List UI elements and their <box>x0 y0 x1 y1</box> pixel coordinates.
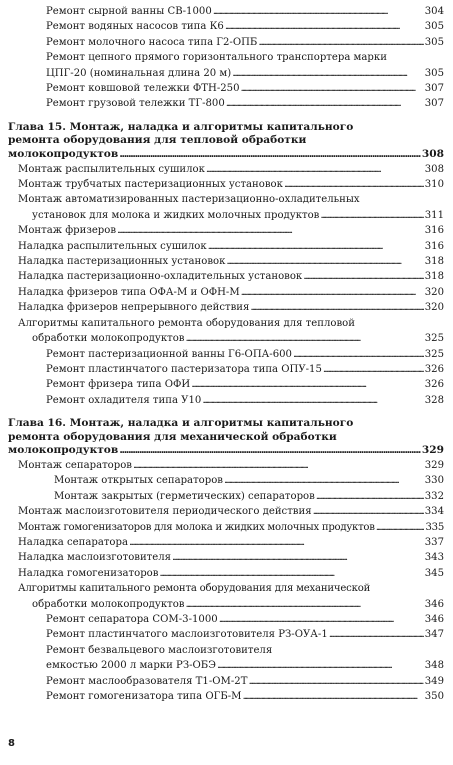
entry-title-line: установок для молока и жидких молочных продуктов <box>32 209 320 221</box>
entry-title: Ремонт ковшовой тележки ФТН-250 <box>46 83 240 95</box>
toc-entry-multiline <box>8 192 444 223</box>
chapter-title-line: ремонта оборудования для механической обработки <box>8 430 337 443</box>
entry-title: Наладка пастеризационно-охладительных установок <box>18 271 303 283</box>
entry-page: 304 <box>424 6 444 17</box>
entry-title-line: Ремонт безвальцевого маслоизготовителя <box>46 644 273 656</box>
entry-page: 349 <box>424 675 444 687</box>
page-number: 8 <box>8 738 15 749</box>
toc-entry-multiline <box>8 50 444 81</box>
entry-page: 348 <box>424 660 444 672</box>
entry-title: Ремонт охладителя типа У10 <box>46 394 202 406</box>
entry-page: 347 <box>424 629 444 641</box>
chapter-title-line: молокопродуктов <box>8 444 119 457</box>
entry-title: Ремонт сепаратора СОМ-3-1000 <box>46 613 218 625</box>
toc-entry <box>8 162 444 177</box>
entry-page: 311 <box>424 209 444 221</box>
chapter-title-line: ремонта оборудования для тепловой обработки <box>8 134 307 147</box>
entry-title-line: обработки молокопродуктов <box>32 333 185 345</box>
toc-entry <box>8 300 444 315</box>
entry-page: 310 <box>424 179 444 191</box>
table-of-contents <box>8 4 444 704</box>
toc-entry <box>8 566 444 581</box>
entry-title: Наладка маслоизготовителя <box>18 552 172 564</box>
toc-entry <box>8 96 444 111</box>
entry-page: 325 <box>424 333 444 345</box>
entry-title-line: Алгоритмы капитального ремонта оборудования для тепловой <box>18 317 355 329</box>
toc-entry <box>8 362 444 377</box>
entry-page: 305 <box>424 67 444 79</box>
entry-page: 337 <box>424 536 444 548</box>
entry-title: Ремонт гомогенизатора типа ОГБ-М <box>46 691 242 702</box>
entry-title: Монтаж маслоизготовителя периодического действия <box>18 506 312 518</box>
entry-title: Наладка фризеров типа ОФА-М и ОФН-М <box>18 286 240 298</box>
toc-entry <box>8 674 444 689</box>
entry-page: 307 <box>424 83 444 95</box>
entry-page: 318 <box>424 256 444 268</box>
entry-title: Ремонт грузовой тележки ТГ-800 <box>46 98 225 110</box>
entry-page: 350 <box>424 691 444 702</box>
toc-entry <box>8 393 444 408</box>
toc-entry <box>8 19 444 34</box>
chapter-page: 308 <box>421 148 444 161</box>
toc-entry <box>8 177 444 192</box>
toc-entry <box>8 81 444 96</box>
entry-title: Ремонт водяных насосов типа К6 <box>46 21 224 33</box>
entry-title: Монтаж распылительных сушилок <box>18 163 205 175</box>
toc-entry-multiline <box>8 643 444 674</box>
entry-title: Ремонт пластинчатого маслоизготовителя РЗ-ОУА-1 <box>46 629 328 641</box>
chapter-title-line: Глава 16. Монтаж, наладка и алгоритмы капитального <box>8 417 354 430</box>
toc-entry <box>8 627 444 642</box>
toc-entry <box>8 254 444 269</box>
chapter-16-heading <box>8 417 444 458</box>
entry-title: Наладка распылительных сушилок <box>18 240 207 252</box>
entry-page: 332 <box>424 490 444 502</box>
entry-title: Наладка сепаратора <box>18 536 128 548</box>
chapter-title-line: молокопродуктов <box>8 148 119 161</box>
entry-title: Наладка фризеров непрерывного действия <box>18 302 250 314</box>
entry-title: Монтаж сепараторов <box>18 459 132 471</box>
entry-title: Ремонт пастеризационной ванны Г6-ОПА-600 <box>46 348 292 360</box>
entry-title-line: обработки молокопродуктов <box>32 598 185 610</box>
entry-page: 328 <box>424 394 444 406</box>
entry-title: Ремонт пластинчатого пастеризатора типа ОПУ-15 <box>46 363 322 375</box>
entry-title: Монтаж трубчатых пастеризационных установок <box>18 179 283 191</box>
entry-page: 318 <box>424 271 444 283</box>
entry-title-line: емкостью 2000 л марки РЗ-ОБЭ <box>46 660 216 672</box>
chapter-page: 329 <box>421 444 444 457</box>
chapter-15-heading <box>8 121 444 162</box>
toc-entry <box>8 347 444 362</box>
entry-page: 316 <box>424 240 444 252</box>
toc-entry <box>8 377 444 392</box>
toc-entry <box>8 612 444 627</box>
entry-title: Ремонт сырной ванны СВ-1000 <box>46 6 212 17</box>
entry-title: Ремонт фризера типа ОФИ <box>46 379 191 391</box>
entry-page: 334 <box>424 506 444 518</box>
entry-title: Монтаж гомогенизаторов для молока и жидких молочных продуктов <box>18 521 375 533</box>
entry-title: Ремонт молочного насоса типа Г2-ОПБ <box>46 36 258 48</box>
entry-title: Наладка пастеризационных установок <box>18 256 226 268</box>
entry-page: 307 <box>424 98 444 110</box>
entry-page: 305 <box>424 21 444 33</box>
entry-title-line: Ремонт цепного прямого горизонтального транспортера марки <box>46 52 387 64</box>
toc-entry <box>8 473 444 488</box>
chapter-title-line: Глава 15. Монтаж, наладка и алгоритмы капитального <box>8 120 354 133</box>
toc-entry <box>8 458 444 473</box>
toc-entry <box>8 4 444 19</box>
toc-entry <box>8 489 444 504</box>
entry-page: 346 <box>424 613 444 625</box>
entry-title: Монтаж фризеров <box>18 225 117 237</box>
entry-page: 343 <box>424 552 444 564</box>
toc-entry-multiline <box>8 316 444 347</box>
toc-entry <box>8 550 444 565</box>
entry-page: 335 <box>425 521 444 533</box>
toc-entry <box>8 239 444 254</box>
entry-title: Ремонт маслообразователя Т1-ОМ-2Т <box>46 675 248 687</box>
entry-page: 330 <box>424 475 444 487</box>
toc-entry-multiline <box>8 581 444 612</box>
entry-page: 326 <box>424 363 444 375</box>
toc-entry <box>8 689 444 704</box>
entry-page: 345 <box>424 567 444 579</box>
entry-page: 326 <box>424 379 444 391</box>
entry-title-line: Алгоритмы капитального ремонта оборудования для механической <box>18 583 371 595</box>
toc-entry <box>8 285 444 300</box>
toc-entry <box>8 223 444 238</box>
toc-entry <box>8 520 444 535</box>
entry-title: Монтаж закрытых (герметических) сепараторов <box>54 490 315 502</box>
toc-entry <box>8 35 444 50</box>
toc-entry <box>8 535 444 550</box>
entry-page: 320 <box>424 286 444 298</box>
entry-page: 316 <box>424 225 444 237</box>
toc-entry <box>8 504 444 519</box>
entry-page: 329 <box>424 459 444 471</box>
entry-title: Наладка гомогенизаторов <box>18 567 159 579</box>
toc-entry <box>8 269 444 284</box>
entry-title: Монтаж открытых сепараторов <box>54 475 223 487</box>
entry-page: 305 <box>424 36 444 48</box>
entry-title-line: Монтаж автоматизированных пастеризационно-охладительных <box>18 194 360 206</box>
entry-page: 320 <box>424 302 444 314</box>
entry-page: 308 <box>424 163 444 175</box>
entry-page: 346 <box>424 598 444 610</box>
entry-page: 325 <box>424 348 444 360</box>
entry-title-line: ЦПГ-20 (номинальная длина 20 м) <box>46 67 232 79</box>
